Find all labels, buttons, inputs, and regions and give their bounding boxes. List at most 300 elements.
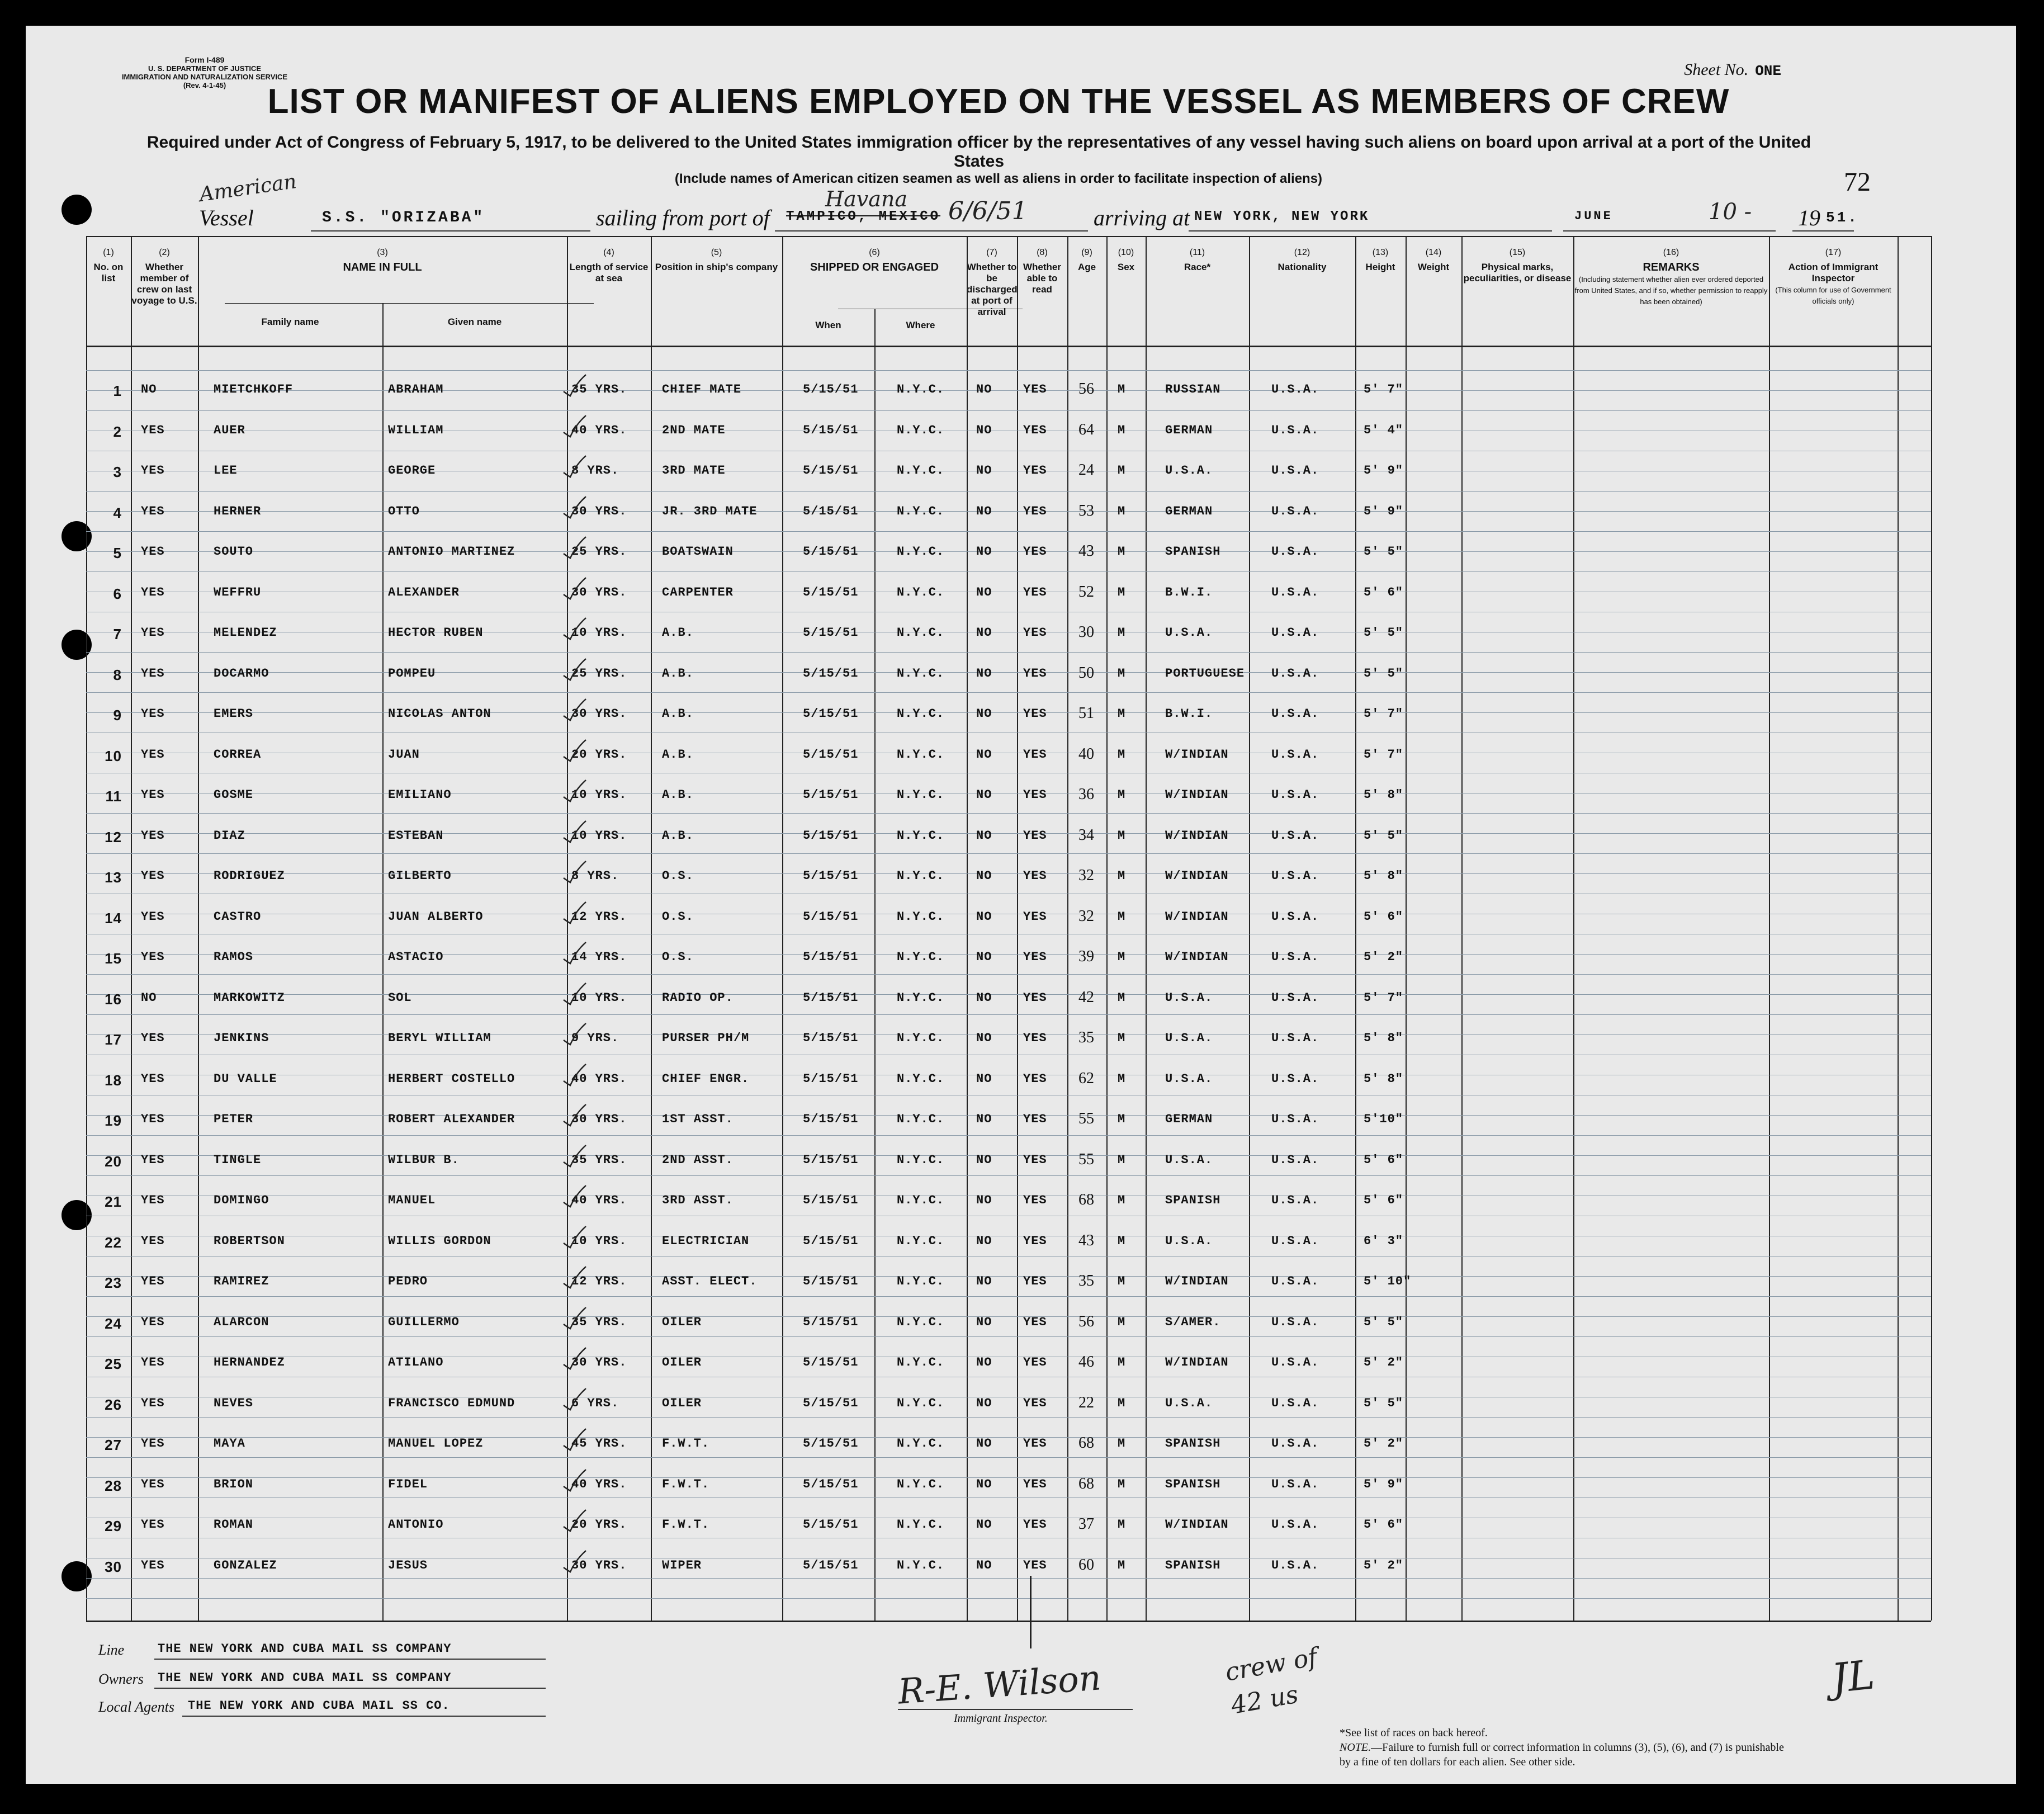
shipped-where: N.Y.C.	[897, 869, 945, 883]
age: 39	[1078, 948, 1094, 965]
row-number: 30	[105, 1558, 122, 1575]
vessel-label: Vessel	[199, 205, 254, 230]
position: ASST. ELECT.	[662, 1274, 758, 1288]
discharged: NO	[976, 1437, 992, 1451]
nationality: U.S.A.	[1271, 869, 1319, 883]
able-to-read: YES	[1023, 707, 1047, 721]
age: 68	[1078, 1434, 1094, 1452]
sheet-number	[1684, 60, 1781, 79]
race: B.W.I.	[1165, 707, 1213, 721]
arrival-year-suffix: 51.	[1826, 209, 1859, 226]
table-row	[86, 745, 1931, 770]
table-row	[86, 1150, 1931, 1175]
sex: M	[1118, 1518, 1126, 1532]
shipped-where: N.Y.C.	[897, 909, 945, 924]
able-to-read: YES	[1023, 382, 1047, 396]
shipped-when: 5/15/51	[803, 464, 859, 478]
previous-voyage: YES	[141, 1152, 165, 1167]
service-length: 30 YRS.	[571, 1112, 627, 1126]
family-name: ALARCON	[214, 1315, 269, 1329]
race: W/INDIAN	[1165, 1274, 1229, 1288]
able-to-read: YES	[1023, 1558, 1047, 1572]
able-to-read: YES	[1023, 1112, 1047, 1126]
shipped-where: N.Y.C.	[897, 1437, 945, 1451]
age: 55	[1078, 1150, 1094, 1168]
shipped-where: N.Y.C.	[897, 1315, 945, 1329]
previous-voyage: YES	[141, 1558, 165, 1572]
shipped-where: N.Y.C.	[897, 707, 945, 721]
height: 5' 8"	[1364, 1031, 1404, 1045]
sex: M	[1118, 1315, 1126, 1329]
position: F.W.T.	[662, 1518, 710, 1532]
family-name: CORREA	[214, 747, 262, 762]
able-to-read: YES	[1023, 626, 1047, 640]
arrival-month: JUNE	[1574, 209, 1613, 223]
table-row	[86, 1393, 1931, 1419]
given-name: ABRAHAM	[388, 382, 444, 396]
sex: M	[1118, 747, 1126, 762]
family-name: GOSME	[214, 788, 254, 802]
arriving-label: arriving at	[1094, 205, 1190, 230]
sex: M	[1118, 1355, 1126, 1369]
family-name: PETER	[214, 1112, 254, 1126]
row-number: 7	[113, 626, 122, 643]
shipped-where: N.Y.C.	[897, 1518, 945, 1532]
shipped-where: N.Y.C.	[897, 1396, 945, 1410]
age: 51	[1078, 705, 1094, 722]
previous-voyage: YES	[141, 828, 165, 843]
height: 5' 5"	[1364, 1396, 1404, 1410]
given-name: OTTO	[388, 504, 420, 518]
shipped-when: 5/15/51	[803, 585, 859, 599]
sex: M	[1118, 909, 1126, 924]
position: F.W.T.	[662, 1437, 710, 1451]
height: 5' 8"	[1364, 869, 1404, 883]
height: 5' 8"	[1364, 788, 1404, 802]
race: W/INDIAN	[1165, 1518, 1229, 1532]
discharged: NO	[976, 1152, 992, 1167]
family-name: RAMIREZ	[214, 1274, 269, 1288]
shipped-where: N.Y.C.	[897, 747, 945, 762]
service-length: 35 YRS.	[571, 382, 627, 396]
col-header-shipped-where: Where	[906, 320, 935, 330]
nationality: U.S.A.	[1271, 1315, 1319, 1329]
col-header-inspector-action: (17) Action of Immigrant Inspector (This column for use of Government officials only)	[1775, 248, 1891, 305]
col-header-nationality: (12) Nationality	[1278, 248, 1327, 272]
col-header-shipped: (6) SHIPPED OR ENGAGED	[810, 248, 939, 273]
family-name: DIAZ	[214, 828, 245, 843]
table-row	[86, 1069, 1931, 1094]
previous-voyage: YES	[141, 1193, 165, 1207]
port-from: TAMPICO, MEXICO	[786, 209, 941, 224]
race: W/INDIAN	[1165, 950, 1229, 964]
sheet-number-label: Sheet No.	[1684, 60, 1749, 79]
position: OILER	[662, 1396, 702, 1410]
family-name: MIETCHKOFF	[214, 382, 294, 396]
given-name: PEDRO	[388, 1274, 428, 1288]
height: 5' 7"	[1364, 382, 1404, 396]
able-to-read: YES	[1023, 828, 1047, 843]
shipped-where: N.Y.C.	[897, 828, 945, 843]
previous-voyage: NO	[141, 990, 157, 1005]
check-mark-icon	[562, 1386, 587, 1411]
row-number: 23	[105, 1274, 122, 1291]
nationality: U.S.A.	[1271, 990, 1319, 1005]
shipped-when: 5/15/51	[803, 707, 859, 721]
shipped-when: 5/15/51	[803, 423, 859, 437]
col-header-previous-voyage: (2) Whether member of crew on last voyage to U.S.	[131, 248, 197, 306]
sailing-date: 6/6/51	[948, 197, 1028, 225]
row-number: 12	[105, 828, 122, 845]
given-name: GILBERTO	[388, 869, 452, 883]
race: RUSSIAN	[1165, 382, 1221, 396]
table-row	[86, 623, 1931, 648]
discharged: NO	[976, 788, 992, 802]
race: GERMAN	[1165, 504, 1213, 518]
height: 5' 5"	[1364, 626, 1404, 640]
race: U.S.A.	[1165, 1152, 1213, 1167]
service-length: 25 YRS.	[571, 545, 627, 559]
shipped-where: N.Y.C.	[897, 1355, 945, 1369]
given-name: BERYL WILLIAM	[388, 1031, 491, 1045]
row-number: 9	[113, 707, 122, 724]
family-name: ROBERTSON	[214, 1234, 285, 1248]
row-number: 21	[105, 1193, 122, 1210]
row-number: 17	[105, 1031, 122, 1048]
nationality: U.S.A.	[1271, 950, 1319, 964]
service-length: 25 YRS.	[571, 666, 627, 681]
discharged: NO	[976, 1274, 992, 1288]
previous-voyage: YES	[141, 1355, 165, 1369]
discharged: NO	[976, 464, 992, 478]
table-row	[86, 1434, 1931, 1459]
nationality: U.S.A.	[1271, 747, 1319, 762]
nationality: U.S.A.	[1271, 423, 1319, 437]
row-number: 22	[105, 1234, 122, 1251]
row-number: 10	[105, 747, 122, 764]
previous-voyage: YES	[141, 950, 165, 964]
shipped-where: N.Y.C.	[897, 1071, 945, 1086]
shipped-where: N.Y.C.	[897, 1558, 945, 1572]
height: 5' 6"	[1364, 585, 1404, 599]
previous-voyage: YES	[141, 585, 165, 599]
able-to-read: YES	[1023, 1152, 1047, 1167]
race: U.S.A.	[1165, 1396, 1213, 1410]
shipped-where: N.Y.C.	[897, 1193, 945, 1207]
shipped-when: 5/15/51	[803, 828, 859, 843]
shipped-where: N.Y.C.	[897, 1234, 945, 1248]
service-length: 10 YRS.	[571, 788, 627, 802]
race: SPANISH	[1165, 545, 1221, 559]
height: 5' 2"	[1364, 1437, 1404, 1451]
shipped-when: 5/15/51	[803, 626, 859, 640]
discharged: NO	[976, 504, 992, 518]
race: W/INDIAN	[1165, 788, 1229, 802]
discharged: NO	[976, 828, 992, 843]
height: 5' 4"	[1364, 423, 1404, 437]
height: 5' 7"	[1364, 707, 1404, 721]
sex: M	[1118, 990, 1126, 1005]
table-row	[86, 1312, 1931, 1338]
race: W/INDIAN	[1165, 828, 1229, 843]
check-mark-icon	[562, 738, 587, 762]
discharged: NO	[976, 1355, 992, 1369]
sex: M	[1118, 382, 1126, 396]
service-length: 20 YRS.	[571, 747, 627, 762]
check-mark-icon	[562, 697, 587, 721]
line-label: Line	[98, 1642, 125, 1658]
family-name: WEFFRU	[214, 585, 262, 599]
col-header-race: (11) Race*	[1184, 248, 1211, 272]
table-row	[86, 707, 1931, 729]
row-number: 5	[113, 545, 122, 561]
previous-voyage: YES	[141, 504, 165, 518]
position: O.S.	[662, 950, 694, 964]
check-mark-icon	[562, 535, 587, 559]
service-length: 40 YRS.	[571, 1071, 627, 1086]
agents-label: Local Agents	[98, 1699, 175, 1715]
height: 5' 2"	[1364, 1355, 1404, 1369]
check-mark-icon	[562, 1508, 587, 1532]
col-header-age: (9) Age	[1077, 248, 1096, 272]
service-length: 30 YRS.	[571, 1558, 627, 1572]
family-name: DOMINGO	[214, 1193, 269, 1207]
service-length: 20 YRS.	[571, 1518, 627, 1532]
position: A.B.	[662, 707, 694, 721]
table-row	[86, 382, 1931, 405]
sex: M	[1118, 545, 1126, 559]
row-number: 27	[105, 1437, 122, 1453]
nationality: U.S.A.	[1271, 1558, 1319, 1572]
table-row	[86, 950, 1931, 972]
check-mark-icon	[562, 454, 587, 478]
race: SPANISH	[1165, 1558, 1221, 1572]
discharged: NO	[976, 423, 992, 437]
note-text: —Failure to furnish full or correct information in columns (3), (5), (6), and (7) is punishable by a fine of ten dollars for each alien. See other side.	[1340, 1741, 1784, 1768]
age: 36	[1078, 786, 1094, 803]
position: F.W.T.	[662, 1477, 710, 1491]
discharged: NO	[976, 1315, 992, 1329]
check-mark-icon	[562, 940, 587, 965]
discharged: NO	[976, 707, 992, 721]
nationality: U.S.A.	[1271, 909, 1319, 924]
position: O.S.	[662, 909, 694, 924]
service-length: 35 YRS.	[571, 1152, 627, 1167]
binder-hole	[61, 195, 92, 225]
service-length: 12 YRS.	[571, 909, 627, 924]
service-length: 12 YRS.	[571, 1274, 627, 1288]
table-row	[86, 788, 1931, 810]
form-number: Form I-489	[184, 55, 225, 64]
family-name: NEVES	[214, 1396, 254, 1410]
given-name: SOL	[388, 990, 412, 1005]
shipped-where: N.Y.C.	[897, 1477, 945, 1491]
family-name: MAYA	[214, 1437, 245, 1451]
row-number: 26	[105, 1396, 122, 1413]
shipped-where: N.Y.C.	[897, 788, 945, 802]
age: 43	[1078, 542, 1094, 560]
age: 32	[1078, 867, 1094, 884]
check-mark-icon	[562, 372, 587, 397]
height: 5' 6"	[1364, 1193, 1404, 1207]
row-number: 13	[105, 869, 122, 886]
sex: M	[1118, 869, 1126, 883]
position: JR. 3RD MATE	[662, 504, 758, 518]
sex: M	[1118, 1477, 1126, 1491]
previous-voyage: YES	[141, 747, 165, 762]
sex: M	[1118, 504, 1126, 518]
check-mark-icon	[562, 616, 587, 640]
previous-voyage: NO	[141, 382, 157, 396]
agents-value: THE NEW YORK AND CUBA MAIL SS CO.	[188, 1699, 450, 1713]
given-name: MANUEL LOPEZ	[388, 1437, 484, 1451]
nationality: U.S.A.	[1271, 1234, 1319, 1248]
height: 5' 8"	[1364, 1071, 1404, 1086]
table-row	[86, 1515, 1931, 1540]
shipped-when: 5/15/51	[803, 382, 859, 396]
race: GERMAN	[1165, 423, 1213, 437]
height: 5' 5"	[1364, 828, 1404, 843]
race: U.S.A.	[1165, 1234, 1213, 1248]
discharged: NO	[976, 666, 992, 681]
service-length: 8 YRS.	[571, 869, 619, 883]
nationality: U.S.A.	[1271, 828, 1319, 843]
previous-voyage: YES	[141, 1274, 165, 1288]
check-mark-icon	[562, 413, 587, 438]
shipped-when: 5/15/51	[803, 545, 859, 559]
discharged: NO	[976, 382, 992, 396]
height: 5' 9"	[1364, 1477, 1404, 1491]
shipped-where: N.Y.C.	[897, 585, 945, 599]
height: 5' 2"	[1364, 950, 1404, 964]
table-row	[86, 1558, 1931, 1581]
height: 5' 5"	[1364, 545, 1404, 559]
discharged: NO	[976, 747, 992, 762]
position: RADIO OP.	[662, 990, 734, 1005]
col-header-able-to-read: (8) Whether able to read	[1023, 248, 1061, 295]
discharged: NO	[976, 990, 992, 1005]
race: W/INDIAN	[1165, 869, 1229, 883]
previous-voyage: YES	[141, 423, 165, 437]
height: 5'10"	[1364, 1112, 1404, 1126]
position: CARPENTER	[662, 585, 734, 599]
shipped-when: 5/15/51	[803, 1071, 859, 1086]
service-length: 10 YRS.	[571, 828, 627, 843]
able-to-read: YES	[1023, 1193, 1047, 1207]
row-number: 18	[105, 1071, 122, 1089]
shipped-when: 5/15/51	[803, 1315, 859, 1329]
able-to-read: YES	[1023, 1396, 1047, 1410]
position: WIPER	[662, 1558, 702, 1572]
owners-label: Owners	[98, 1671, 144, 1687]
discharged: NO	[976, 1193, 992, 1207]
service-length: 45 YRS.	[571, 1437, 627, 1451]
able-to-read: YES	[1023, 909, 1047, 924]
check-mark-icon	[562, 1548, 587, 1573]
col-header-position: (5) Position in ship's company	[655, 248, 778, 272]
previous-voyage: YES	[141, 788, 165, 802]
age: 37	[1078, 1515, 1094, 1533]
family-name: HERNER	[214, 504, 262, 518]
nationality: U.S.A.	[1271, 1477, 1319, 1491]
height: 5' 9"	[1364, 504, 1404, 518]
shipped-when: 5/15/51	[803, 1234, 859, 1248]
given-name: MANUEL	[388, 1193, 436, 1207]
family-name: RAMOS	[214, 950, 254, 964]
check-mark-icon	[562, 1467, 587, 1492]
nationality: U.S.A.	[1271, 504, 1319, 518]
previous-voyage: YES	[141, 869, 165, 883]
position: 2ND MATE	[662, 423, 726, 437]
able-to-read: YES	[1023, 1071, 1047, 1086]
previous-voyage: YES	[141, 1071, 165, 1086]
able-to-read: YES	[1023, 1355, 1047, 1369]
service-length: 40 YRS.	[571, 1477, 627, 1491]
able-to-read: YES	[1023, 1234, 1047, 1248]
service-length: 30 YRS.	[571, 585, 627, 599]
given-name: HERBERT COSTELLO	[388, 1071, 515, 1086]
age: 40	[1078, 745, 1094, 763]
service-length: 8 YRS.	[571, 464, 619, 478]
position: A.B.	[662, 747, 694, 762]
port-to: NEW YORK, NEW YORK	[1194, 209, 1370, 224]
nationality: U.S.A.	[1271, 1437, 1319, 1451]
check-mark-icon	[562, 494, 587, 519]
row-number: 11	[105, 788, 122, 805]
col-header-remarks: (16) REMARKS (Including statement whether alien ever ordered deported from United States, and if so, whether permission to reapply has been obtained)	[1574, 248, 1768, 306]
position: 1ST ASST.	[662, 1112, 734, 1126]
family-name: LEE	[214, 464, 238, 478]
table-row	[86, 1477, 1931, 1500]
table-row	[86, 585, 1931, 608]
table-row	[86, 1193, 1931, 1216]
table-row	[86, 1274, 1931, 1297]
service-length: 40 YRS.	[571, 1193, 627, 1207]
previous-voyage: YES	[141, 1477, 165, 1491]
service-length: 10 YRS.	[571, 1234, 627, 1248]
family-name: MELENDEZ	[214, 626, 277, 640]
nationality: U.S.A.	[1271, 1112, 1319, 1126]
check-mark-icon	[562, 859, 587, 884]
race: W/INDIAN	[1165, 909, 1229, 924]
row-number: 14	[105, 909, 122, 927]
previous-voyage: YES	[141, 666, 165, 681]
position: O.S.	[662, 869, 694, 883]
service-name: IMMIGRATION AND NATURALIZATION SERVICE	[121, 73, 288, 81]
able-to-read: YES	[1023, 1437, 1047, 1451]
previous-voyage: YES	[141, 626, 165, 640]
height: 6' 3"	[1364, 1234, 1404, 1248]
service-length: 40 YRS.	[571, 423, 627, 437]
shipped-where: N.Y.C.	[897, 545, 945, 559]
shipped-when: 5/15/51	[803, 1558, 859, 1572]
shipped-when: 5/15/51	[803, 869, 859, 883]
family-name: TINGLE	[214, 1152, 262, 1167]
able-to-read: YES	[1023, 1315, 1047, 1329]
shipped-when: 5/15/51	[803, 1396, 859, 1410]
previous-voyage: YES	[141, 1518, 165, 1532]
service-length: 10 YRS.	[571, 626, 627, 640]
table-row	[86, 1355, 1931, 1378]
age: 30	[1078, 623, 1094, 641]
position: A.B.	[662, 626, 694, 640]
given-name: EMILIANO	[388, 788, 452, 802]
family-name: AUER	[214, 423, 245, 437]
family-name: JENKINS	[214, 1031, 269, 1045]
height: 5' 7"	[1364, 990, 1404, 1005]
nationality: U.S.A.	[1271, 382, 1319, 396]
row-number: 1	[113, 382, 122, 399]
